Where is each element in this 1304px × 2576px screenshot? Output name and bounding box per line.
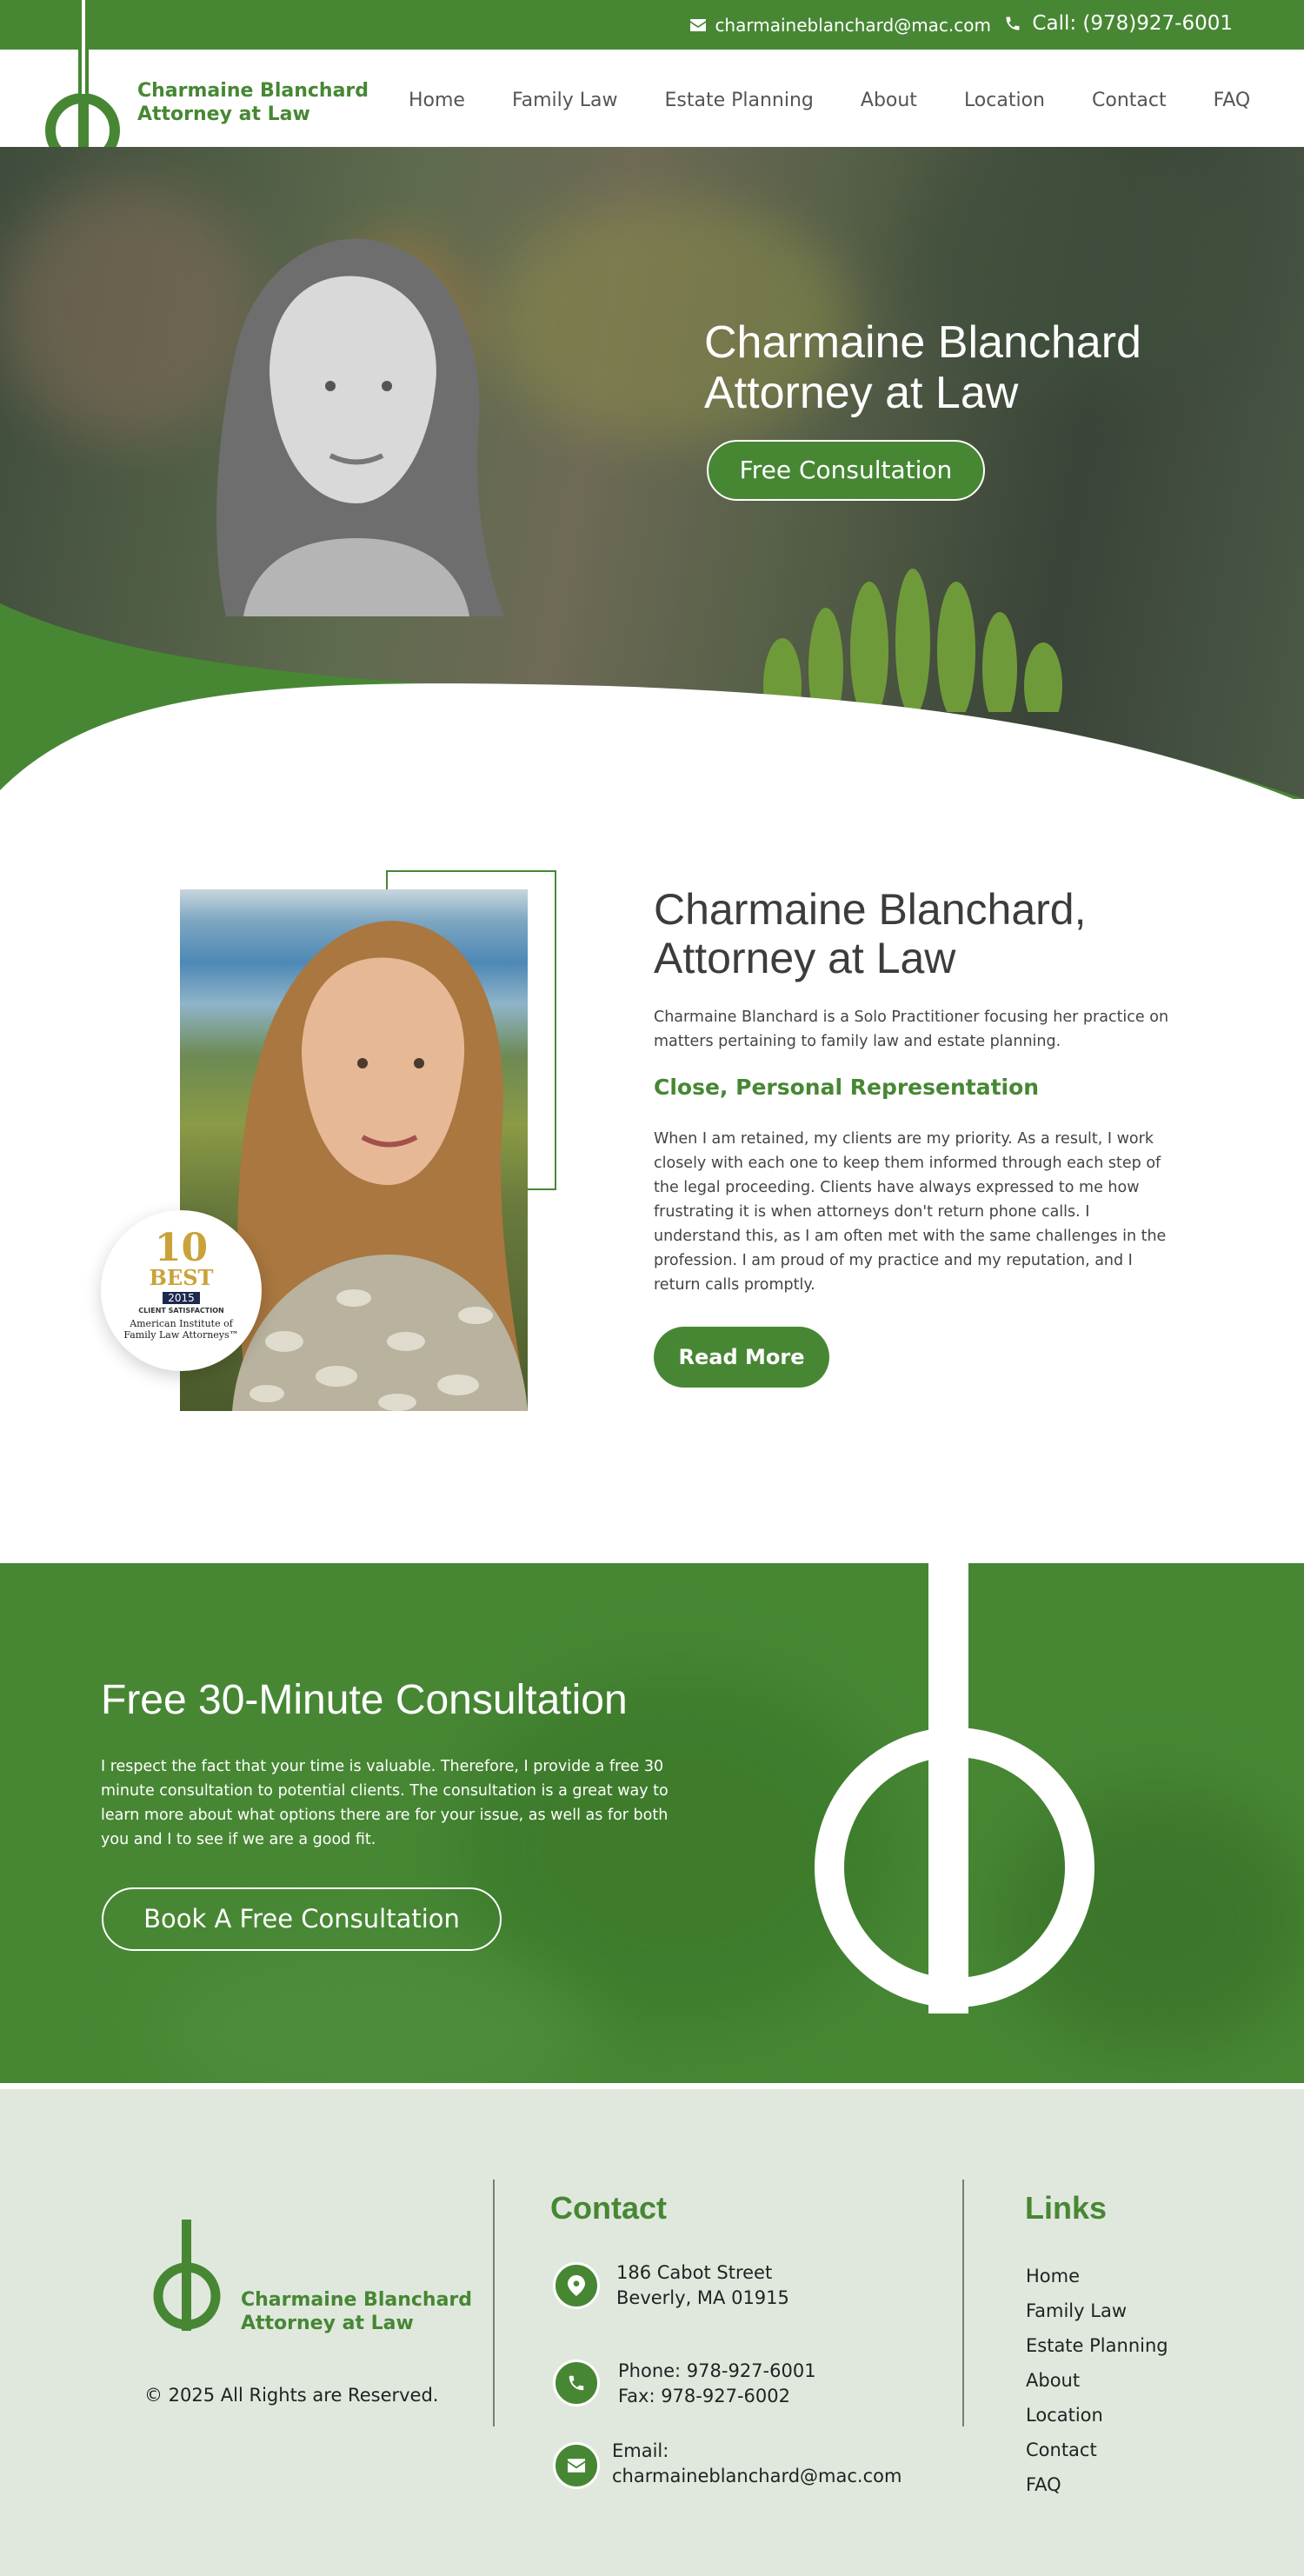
logo-line1: Charmaine Blanchard	[137, 80, 369, 102]
about-subheading: Close, Personal Representation	[654, 1075, 1040, 1100]
nav-location[interactable]: Location	[963, 90, 1045, 111]
phone-icon	[1004, 15, 1021, 32]
footer-fax-line: Fax: 978-927-6002	[618, 2386, 790, 2406]
footer-divider	[493, 2180, 495, 2426]
footer-link-location[interactable]: Location	[1026, 2405, 1103, 2426]
nav-about[interactable]: About	[860, 90, 917, 111]
badge-number: 10	[154, 1226, 209, 1270]
nav-home[interactable]: Home	[409, 90, 465, 111]
consultation-title: Free 30-Minute Consultation	[101, 1677, 628, 1723]
top-email-text: charmaineblanchard@mac.com	[715, 15, 991, 36]
footer-link-home[interactable]: Home	[1026, 2266, 1081, 2286]
main-nav	[409, 90, 1250, 111]
consultation-section	[0, 1563, 1304, 2083]
nav-faq[interactable]: FAQ	[1213, 90, 1251, 111]
footer-address	[616, 2260, 789, 2311]
hero-section	[0, 147, 1304, 799]
about-title-line1: Charmaine Blanchard,	[654, 885, 1087, 934]
consultation-body: I respect the fact that your time is valuable. Therefore, I provide a free 30 minute consultation to potential clients. The consultation is a great way to learn more about what options there are for your issue, as well as for both you and I to see if we are a good fit.	[101, 1758, 669, 1848]
nav-contact[interactable]: Contact	[1092, 90, 1167, 111]
footer-link-estate-planning[interactable]: Estate Planning	[1026, 2335, 1168, 2356]
award-badge	[101, 1210, 262, 1371]
logo-text[interactable]	[137, 79, 369, 126]
badge-year: 2015	[163, 1292, 200, 1304]
site-footer	[0, 2089, 1304, 2576]
footer-logo-icon[interactable]	[148, 2220, 226, 2333]
footer-link-faq[interactable]: FAQ	[1026, 2474, 1061, 2495]
about-body: When I am retained, my clients are my priority. As a result, I work closely with each one to keep them informed through each step of the legal proceeding. Clients have always expressed to me how frustrating it is when attorneys don't return phone calls. I understand this, as I am often met with the same challenges in the profession. I am proud of my practice and my reputation, and I return calls promptly.	[654, 1130, 1167, 1294]
footer-phone-line[interactable]: Phone: 978-927-6001	[618, 2360, 816, 2381]
map-pin-icon	[553, 2262, 600, 2309]
footer-divider	[962, 2180, 964, 2426]
footer-links-heading: Links	[1025, 2190, 1108, 2226]
logo-watermark-icon	[807, 1563, 1111, 2033]
nav-family-law[interactable]: Family Law	[511, 90, 618, 111]
badge-word: BEST	[149, 1265, 214, 1290]
footer-address-line2: Beverly, MA 01915	[616, 2287, 789, 2308]
hero-title-line2: Attorney at Law	[704, 368, 1019, 418]
about-intro: Charmaine Blanchard is a Solo Practitioner focusing her practice on matters pertaining to family law and estate planning.	[654, 1008, 1169, 1050]
hero-title-line1: Charmaine Blanchard	[704, 317, 1141, 368]
badge-org-line2: Family Law Attorneys™	[123, 1329, 239, 1341]
about-title	[654, 885, 1087, 982]
footer-link-contact[interactable]: Contact	[1026, 2440, 1097, 2460]
footer-email-address[interactable]: charmaineblanchard@mac.com	[612, 2466, 902, 2486]
footer-phone[interactable]	[618, 2359, 816, 2409]
nav-estate-planning[interactable]: Estate Planning	[664, 90, 814, 111]
footer-link-family-law[interactable]: Family Law	[1026, 2300, 1127, 2321]
about-title-line2: Attorney at Law	[654, 934, 956, 982]
footer-email[interactable]	[612, 2439, 901, 2489]
footer-address-line1: 186 Cabot Street	[616, 2262, 773, 2283]
copyright-text: © 2025 All Rights are Reserved.	[144, 2385, 439, 2406]
envelope-icon	[553, 2442, 600, 2489]
footer-links-list	[1026, 2259, 1168, 2502]
footer-email-label: Email:	[612, 2440, 669, 2461]
badge-caption: CLIENT SATISFACTION	[138, 1307, 224, 1315]
top-phone-text: Call: (978)927-6001	[1032, 12, 1233, 35]
free-consultation-button[interactable]: Free Consultation	[707, 440, 985, 501]
top-bar	[0, 0, 1304, 50]
footer-logo-text[interactable]	[241, 2288, 472, 2335]
book-consultation-button[interactable]: Book A Free Consultation	[102, 1887, 502, 1951]
footer-link-about[interactable]: About	[1026, 2370, 1081, 2391]
footer-contact-heading: Contact	[550, 2190, 667, 2226]
read-more-button[interactable]: Read More	[654, 1327, 829, 1388]
site-header	[0, 50, 1304, 147]
top-phone-link[interactable]	[1004, 12, 1233, 35]
top-email-link[interactable]	[690, 15, 991, 36]
envelope-icon	[690, 19, 706, 31]
phone-icon	[553, 2360, 600, 2406]
footer-logo-line1: Charmaine Blanchard	[241, 2289, 473, 2311]
badge-org-line1: American Institute of	[130, 1318, 233, 1329]
logo-line2: Attorney at Law	[137, 103, 310, 125]
hero-wave-divider	[0, 147, 1304, 799]
footer-logo-line2: Attorney at Law	[241, 2313, 414, 2334]
